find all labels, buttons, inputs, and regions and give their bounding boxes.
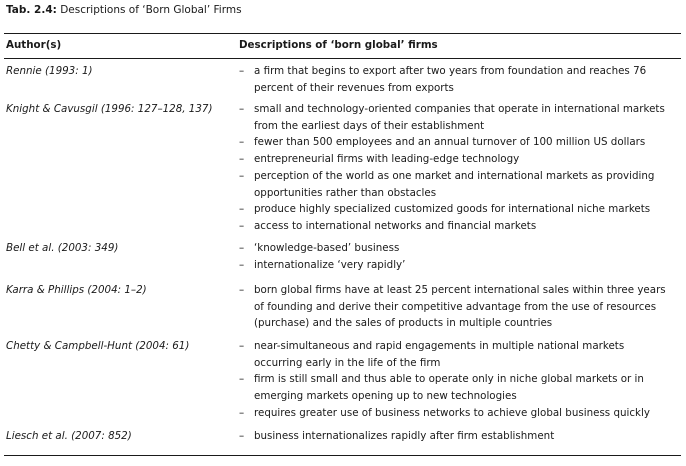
item-line: a firm that begins to export after two years from foundation and reaches 76 [254,65,647,77]
row-author: Bell et al. (2003: 349) [6,242,119,254]
list-item [239,257,679,274]
description-list [239,101,679,235]
list-item [239,151,679,168]
item-line: internationalize ‘very rapidly’ [254,258,406,271]
dash-bullet: – [239,373,245,386]
list-item [239,168,679,201]
row-author: Rennie (1993: 1) [6,65,93,77]
dash-bullet: – [239,284,245,296]
table-caption-text: Descriptions of ‘Born Global’ Firms [60,4,242,16]
dash-bullet: – [239,203,245,216]
item-line: (purchase) and the sales of products in multiple countries [254,317,553,330]
item-line: produce highly specialized customized goods for international niche markets [254,203,651,216]
item-line: near-simultaneous and rapid engagements in multiple national markets [254,340,625,352]
description-list [239,282,679,332]
item-line: fewer than 500 employees and an annual turnover of 100 million US dollars [254,136,646,149]
item-line: born global firms have at least 25 percent international sales within three years [254,284,666,296]
description-list [239,338,679,422]
dash-bullet: – [239,340,245,352]
list-item [239,338,679,371]
list-item [239,282,679,332]
table-caption-label: Tab. 2.4: [6,4,57,16]
dash-bullet: – [239,430,245,442]
item-line: opportunities rather than obstacles [254,186,437,199]
row-author: Karra & Phillips (2004: 1–2) [6,284,147,296]
dash-bullet: – [239,65,245,77]
dash-bullet: – [239,406,245,419]
list-item [239,101,679,134]
dash-bullet: – [239,103,245,115]
table-header-row [0,37,686,55]
item-line: firm is still small and thus able to operate only in niche global markets or in [254,373,644,386]
list-item [239,240,679,257]
item-line: perception of the world as one market and international markets as providing [254,169,655,182]
item-line: from the earliest days of their establishment [254,119,485,132]
item-line: of founding and derive their competitive advantage from the use of resources [254,300,657,313]
row-author: Chetty & Campbell-Hunt (2004: 61) [6,340,190,352]
dash-bullet: – [239,153,245,166]
item-line: business internationalizes rapidly after firm establishment [254,430,555,442]
item-line: entrepreneurial firms with leading-edge technology [254,153,520,166]
description-list [239,428,679,445]
table-caption [6,3,242,17]
dash-bullet: – [239,242,245,254]
list-item [239,371,679,404]
description-list [239,240,679,273]
list-item [239,201,679,218]
item-line: percent of their revenues from exports [254,81,454,94]
list-item [239,428,679,445]
description-list [239,63,679,96]
dash-bullet: – [239,258,245,271]
list-item [239,218,679,235]
item-line: occurring early in the life of the firm [254,356,441,369]
item-line: small and technology-oriented companies that operate in international markets [254,103,665,115]
list-item [239,134,679,151]
item-line: ‘knowledge-based’ business [254,242,400,254]
item-line: requires greater use of business networks to achieve global business quickly [254,406,650,419]
list-item [239,63,679,96]
dash-bullet: – [239,169,245,182]
row-author: Knight & Cavusgil (1996: 127–128, 137) [6,103,213,115]
row-author: Liesch et al. (2007: 852) [6,430,132,442]
item-line: access to international networks and financial markets [254,219,537,232]
table-top-rule [4,33,681,34]
column-header-authors: Author(s) [6,39,62,51]
dash-bullet: – [239,219,245,232]
list-item [239,405,679,422]
column-header-descriptions: Descriptions of ‘born global’ firms [239,39,438,51]
table-bottom-rule [4,455,681,456]
dash-bullet: – [239,136,245,149]
table-header-rule [4,58,681,59]
item-line: emerging markets opening up to new technologies [254,390,517,403]
